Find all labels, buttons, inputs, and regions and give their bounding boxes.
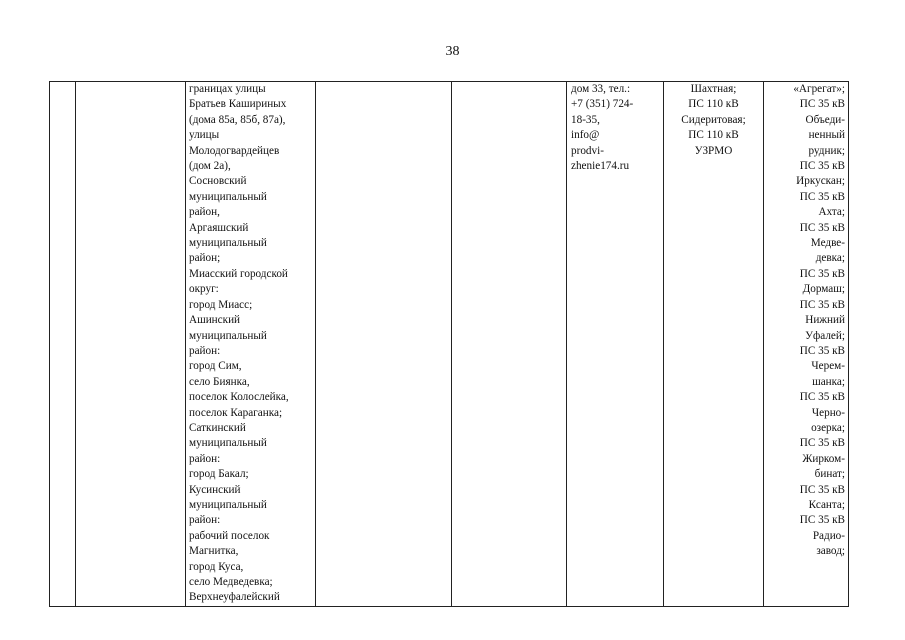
service-area-line: рабочий поселок — [189, 529, 270, 542]
substation-35-line: Жирком- — [802, 452, 845, 465]
substation-35-line: ПС 35 кВ — [799, 483, 845, 496]
substation-35-line: Черно- — [811, 406, 845, 419]
cell-substations-35 — [764, 82, 849, 607]
substation-35-line: ПС 35 кВ — [799, 98, 845, 111]
cell-index — [50, 82, 76, 607]
service-area-line: муниципальный — [189, 437, 267, 450]
service-area-line: район: — [189, 452, 221, 465]
service-area-line: город Миасс; — [189, 298, 253, 311]
substation-110-line: ПС 110 кВ — [688, 129, 739, 142]
substation-110-line: УЗРМО — [694, 144, 733, 157]
contact-line: zhenie174.ru — [571, 160, 630, 173]
service-area-line: город Куса, — [189, 560, 244, 573]
substation-35-line: ПС 35 кВ — [799, 298, 845, 311]
substation-35-line: рудник; — [808, 144, 845, 157]
substation-110-line: ПС 110 кВ — [688, 98, 739, 111]
substation-35-line: девка; — [815, 252, 845, 265]
service-area-line: Кусинский — [189, 483, 241, 496]
substation-110-line: Шахтная; — [690, 83, 737, 95]
substation-35-line: озерка; — [811, 421, 845, 434]
service-area-line: Братьев Кашириных — [189, 98, 287, 111]
substation-35-line: Объеди- — [805, 113, 845, 126]
service-area-line: Аргаяшский — [189, 221, 249, 234]
cell-contact-info — [567, 82, 664, 607]
substation-35-line: ПС 35 кВ — [799, 267, 845, 280]
service-area-line: округ: — [189, 283, 219, 296]
substation-35-line: Дормаш; — [802, 283, 845, 296]
service-area-line: границах улицы — [189, 83, 266, 95]
service-area-line: Саткинский — [189, 421, 246, 434]
substation-110-line: Сидеритовая; — [681, 113, 746, 126]
cell-service-areas — [186, 82, 316, 607]
substation-35-line: Ахта; — [818, 206, 845, 219]
service-area-line: муниципальный — [189, 190, 267, 203]
substation-35-line: Черем- — [811, 360, 845, 373]
substation-35-line: ПС 35 кВ — [799, 221, 845, 234]
cell-empty-2 — [316, 82, 452, 607]
substation-35-line: ПС 35 кВ — [799, 391, 845, 404]
substation-35-line: ненный — [808, 129, 845, 142]
service-area-line: улицы — [189, 129, 220, 142]
cell-empty-3 — [452, 82, 567, 607]
substation-35-line: Нижний — [805, 314, 845, 327]
document-table — [49, 81, 849, 607]
table-row — [50, 82, 849, 607]
contact-line: prodvi- — [571, 144, 604, 157]
substations-110-text — [664, 82, 763, 159]
service-area-line: Сосновский — [189, 175, 247, 188]
contact-info-text — [567, 82, 663, 174]
service-area-line: город Сим, — [189, 360, 242, 373]
service-area-line: (дома 85а, 85б, 87а), — [189, 113, 286, 126]
service-area-line: село Биянка, — [189, 375, 250, 388]
service-area-line: Молодогвардейцев — [189, 144, 280, 157]
service-area-line: район: — [189, 514, 221, 527]
contact-line: 18-35, — [571, 113, 600, 126]
cell-empty-1 — [76, 82, 186, 607]
service-area-line: муниципальный — [189, 498, 267, 511]
substations-35-text — [764, 82, 848, 560]
substation-35-line: ПС 35 кВ — [799, 344, 845, 357]
service-area-line: село Медведевка; — [189, 576, 273, 588]
substation-35-line: Медве- — [810, 237, 845, 250]
contact-line: info@ — [571, 129, 600, 142]
contact-line: дом 33, тел.: — [571, 83, 631, 95]
substation-35-line: шанка; — [812, 375, 845, 388]
page-number: 38 — [445, 44, 460, 59]
service-area-line: район, — [189, 206, 220, 219]
substation-35-line: бинат; — [814, 468, 845, 481]
substation-35-line: завод; — [816, 545, 845, 558]
substation-35-line: «Агрегат»; — [793, 83, 845, 95]
service-area-line: район; — [189, 252, 221, 265]
substation-35-line: ПС 35 кВ — [799, 437, 845, 450]
service-area-line: Верхнеуфалейский — [189, 591, 280, 604]
cell-substations-110 — [664, 82, 764, 607]
substation-35-line: ПС 35 кВ — [799, 190, 845, 203]
service-area-line: (дом 2а), — [189, 160, 231, 173]
service-area-line: Миасский городской — [189, 267, 288, 280]
service-area-line: муниципальный — [189, 329, 267, 342]
service-area-line: муниципальный — [189, 237, 267, 250]
substation-35-line: Радио- — [812, 529, 845, 542]
service-area-line: район: — [189, 344, 221, 357]
substation-35-line: ПС 35 кВ — [799, 514, 845, 527]
service-area-line: поселок Колослейка, — [189, 391, 289, 404]
service-area-line: город Бакал; — [189, 468, 249, 481]
substation-35-line: ПС 35 кВ — [799, 160, 845, 173]
service-areas-text — [186, 82, 315, 606]
service-area-line: Магнитка, — [189, 545, 239, 558]
substation-35-line: Иркускан; — [796, 175, 845, 188]
service-area-line: Ашинский — [189, 314, 241, 327]
service-area-line: поселок Караганка; — [189, 406, 283, 419]
contact-line: +7 (351) 724- — [571, 98, 634, 111]
substation-35-line: Уфалей; — [805, 329, 845, 342]
substation-35-line: Ксанта; — [808, 498, 845, 511]
